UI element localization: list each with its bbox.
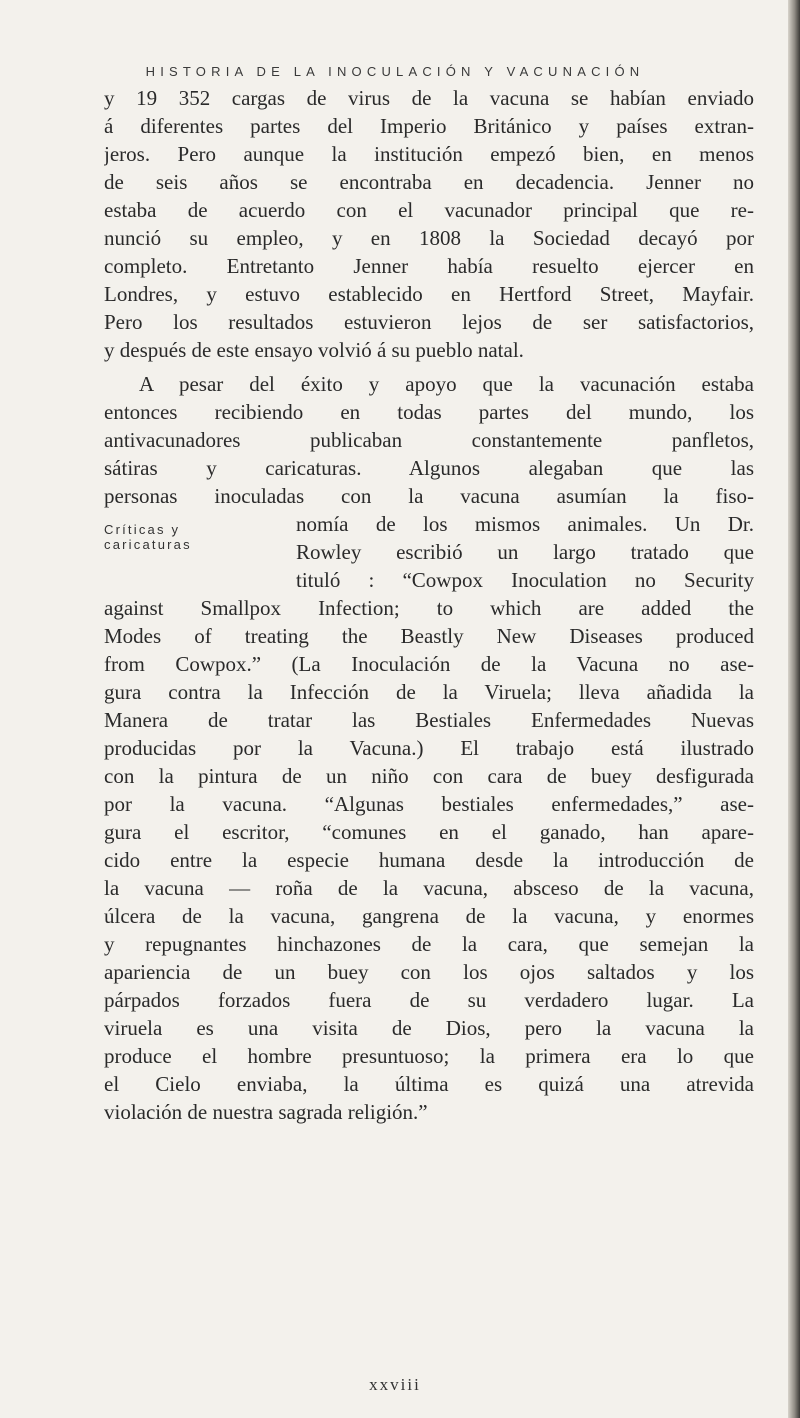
text-line: el Cielo enviaba, la última es quizá una atrevida (104, 1072, 754, 1096)
text-line: tituló : “Cowpox Inoculation no Security (296, 568, 754, 592)
text-line: Londres, y estuvo establecido en Hertford Street, Mayfair. (104, 282, 754, 306)
text-line: sátiras y caricaturas. Algunos alegaban que las (104, 456, 754, 480)
text-line: y repugnantes hinchazones de la cara, que semejan la (104, 932, 754, 956)
text-line: gura el escritor, “comunes en el ganado, han apare- (104, 820, 754, 844)
text-line: con la pintura de un niño con cara de buey desfigurada (104, 764, 754, 788)
text-line: Manera de tratar las Bestiales Enfermedades Nuevas (104, 708, 754, 732)
text-line: completo. Entretanto Jenner había resuelto ejercer en (104, 254, 754, 278)
text-line: la vacuna — roña de la vacuna, absceso de la vacuna, (104, 876, 754, 900)
text-line: nomía de los mismos animales. Un Dr. (296, 512, 754, 536)
text-line: antivacunadores publicaban constantemente panfletos, (104, 428, 754, 452)
text-line: A pesar del éxito y apoyo que la vacunación estaba (139, 372, 754, 396)
text-line: personas inoculadas con la vacuna asumían la fiso- (104, 484, 754, 508)
page-number: xxviii (369, 1375, 421, 1394)
text-line: y 19 352 cargas de virus de la vacuna se habían enviado (104, 86, 754, 110)
text-line: producidas por la Vacuna.) El trabajo está ilustrado (104, 736, 754, 760)
page-edge-shadow (788, 0, 800, 1418)
text-line: úlcera de la vacuna, gangrena de la vacuna, y enormes (104, 904, 754, 928)
text-line: Modes of treating the Beastly New Diseases produced (104, 624, 754, 648)
text-line: violación de nuestra sagrada religión.” (104, 1100, 428, 1124)
text-line: Rowley escribió un largo tratado que (296, 540, 754, 564)
margin-note-line: caricaturas (104, 537, 192, 552)
text-line: y después de este ensayo volvió á su pueblo natal. (104, 338, 524, 362)
running-head: HISTORIA DE LA INOCULACIÓN Y VACUNACIÓN (145, 64, 645, 79)
text-line: against Smallpox Infection; to which are added the (104, 596, 754, 620)
text-line: párpados forzados fuera de su verdadero lugar. La (104, 988, 754, 1012)
text-line: de seis años se encontraba en decadencia. Jenner no (104, 170, 754, 194)
text-line: apariencia de un buey con los ojos saltados y los (104, 960, 754, 984)
text-line: á diferentes partes del Imperio Británico y países extran- (104, 114, 754, 138)
text-line: por la vacuna. “Algunas bestiales enfermedades,” ase- (104, 792, 754, 816)
text-line: entonces recibiendo en todas partes del mundo, los (104, 400, 754, 424)
text-line: nunció su empleo, y en 1808 la Sociedad decayó por (104, 226, 754, 250)
text-line: jeros. Pero aunque la institución empezó bien, en menos (104, 142, 754, 166)
text-line: produce el hombre presuntuoso; la primera era lo que (104, 1044, 754, 1068)
text-line: cido entre la especie humana desde la introducción de (104, 848, 754, 872)
text-line: Pero los resultados estuvieron lejos de ser satisfactorios, (104, 310, 754, 334)
text-line: gura contra la Infección de la Viruela; lleva añadida la (104, 680, 754, 704)
text-line: estaba de acuerdo con el vacunador principal que re- (104, 198, 754, 222)
margin-note (104, 522, 254, 552)
text-line: viruela es una visita de Dios, pero la vacuna la (104, 1016, 754, 1040)
text-line: from Cowpox.” (La Inoculación de la Vacuna no ase- (104, 652, 754, 676)
margin-note-line: Críticas y (104, 522, 181, 537)
